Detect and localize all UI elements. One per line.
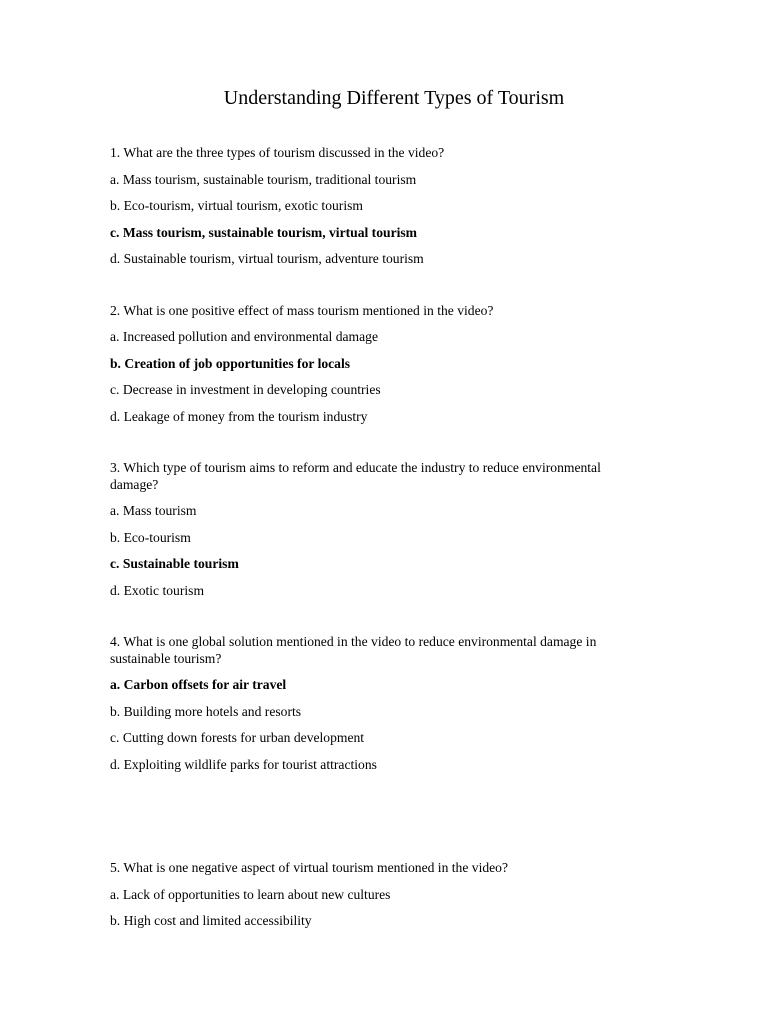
answer-option-correct: c. Sustainable tourism [110,556,239,571]
answer-option: d. Exotic tourism [110,582,205,598]
answer-option: b. Eco-tourism [110,529,191,545]
question-text: 2. What is one positive effect of mass tourism mentioned in the video? [110,302,494,318]
question-block-1 [110,145,628,268]
answer-option: b. Building more hotels and resorts [110,703,302,719]
answer-option: c. Cutting down forests for urban development [110,730,365,745]
answer-option: a. Lack of opportunities to learn about new cultures [110,886,391,902]
question-block-5 [110,860,628,930]
answer-option: a. Mass tourism [110,503,197,518]
question-text: 1. What are the three types of tourism discussed in the video? [110,145,445,160]
answer-option-correct: a. Carbon offsets for air travel [110,677,287,692]
question-block-4 [110,634,628,773]
answer-option: d. Exploiting wildlife parks for tourist attractions [110,756,377,772]
question-text: 3. Which type of tourism aims to reform and educate the industry to reduce environmental damage? [110,460,601,492]
answer-option: a. Mass tourism, sustainable tourism, traditional tourism [110,171,417,187]
answer-option-correct: b. Creation of job opportunities for locals [110,355,351,371]
answer-option: d. Sustainable tourism, virtual tourism, adventure tourism [110,251,424,266]
question-block-2 [110,303,628,426]
answer-option: b. High cost and limited accessibility [110,913,312,928]
answer-option-correct: c. Mass tourism, sustainable tourism, virtual tourism [110,224,417,240]
question-text: 5. What is one negative aspect of virtual tourism mentioned in the video? [110,860,509,875]
question-block-3 [110,460,628,599]
answer-option: d. Leakage of money from the tourism industry [110,408,368,424]
answer-option: b. Eco-tourism, virtual tourism, exotic tourism [110,198,363,213]
answer-option: a. Increased pollution and environmental damage [110,329,378,344]
answer-option: c. Decrease in investment in developing countries [110,382,381,397]
question-text: 4. What is one global solution mentioned in the video to reduce environmental damage in sustainable tourism? [110,634,597,666]
document-title: Understanding Different Types of Tourism [223,87,565,109]
